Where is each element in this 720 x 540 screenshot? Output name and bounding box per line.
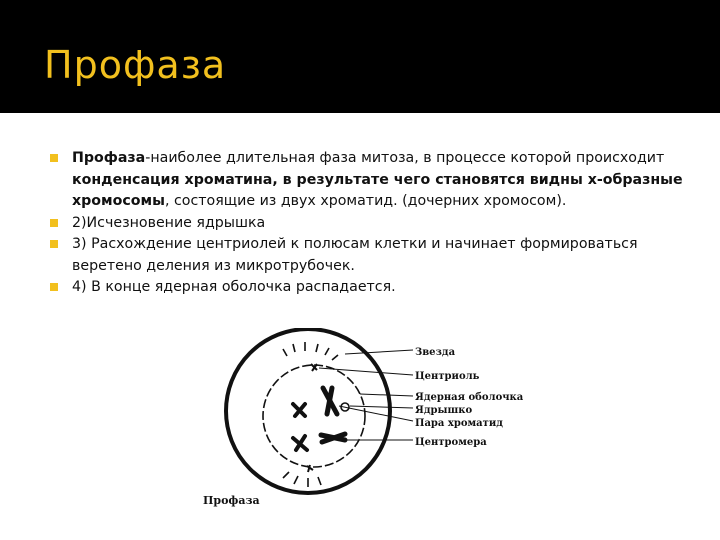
bullet-term: Профаза [72, 150, 146, 166]
centriole-top [311, 364, 317, 371]
bullet-square-icon [50, 240, 58, 248]
label-star: Звезда [415, 347, 456, 358]
aster-bottom [283, 472, 321, 487]
bullet-square-icon [50, 154, 58, 162]
chromosome-2 [323, 388, 337, 414]
bullet-text: 2)Исчезновение ядрышка [72, 214, 266, 231]
label-chromatid-pair: Пара хроматид [415, 418, 503, 429]
bullet-item [44, 277, 704, 299]
nuclear-envelope [263, 365, 365, 467]
prophase-diagram [195, 328, 555, 518]
bullet-square-icon [50, 219, 58, 227]
diagram-caption: Профаза [203, 494, 260, 507]
label-centromere: Центромера [415, 437, 487, 448]
bullet-item [44, 234, 704, 277]
bullet-list [44, 148, 704, 299]
label-centriole: Центриоль [415, 371, 480, 382]
bullet-square-icon [50, 283, 58, 291]
centriole-bottom [307, 465, 313, 472]
chromosome-1 [293, 404, 305, 416]
bullet-text: 3) Расхождение центриолей к полюсам клетки и начинает формироваться веретено деления из микротрубочек. [72, 236, 638, 274]
bullet-item [44, 148, 704, 213]
bullet-text: 4) В конце ядерная оболочка распадается. [72, 279, 396, 295]
chromosome-4 [321, 434, 345, 442]
bullet-emphasis: конденсация хроматина, в результате чего становятся видны х-образные хромосомы [72, 171, 683, 209]
aster-top [283, 342, 338, 360]
label-nuclear-envelope: Ядерная оболочка [415, 392, 524, 403]
label-nucleolus: Ядрышко [415, 405, 473, 416]
slide-title: Профаза [44, 43, 227, 87]
bullet-text-end: , состоящие из двух хроматид. (дочерних хромосом). [164, 193, 567, 209]
bullet-item [44, 213, 704, 235]
bullet-text: -наиболее длительная фаза митоза, в процессе которой происходит [145, 150, 665, 166]
chromosome-3 [293, 436, 307, 450]
